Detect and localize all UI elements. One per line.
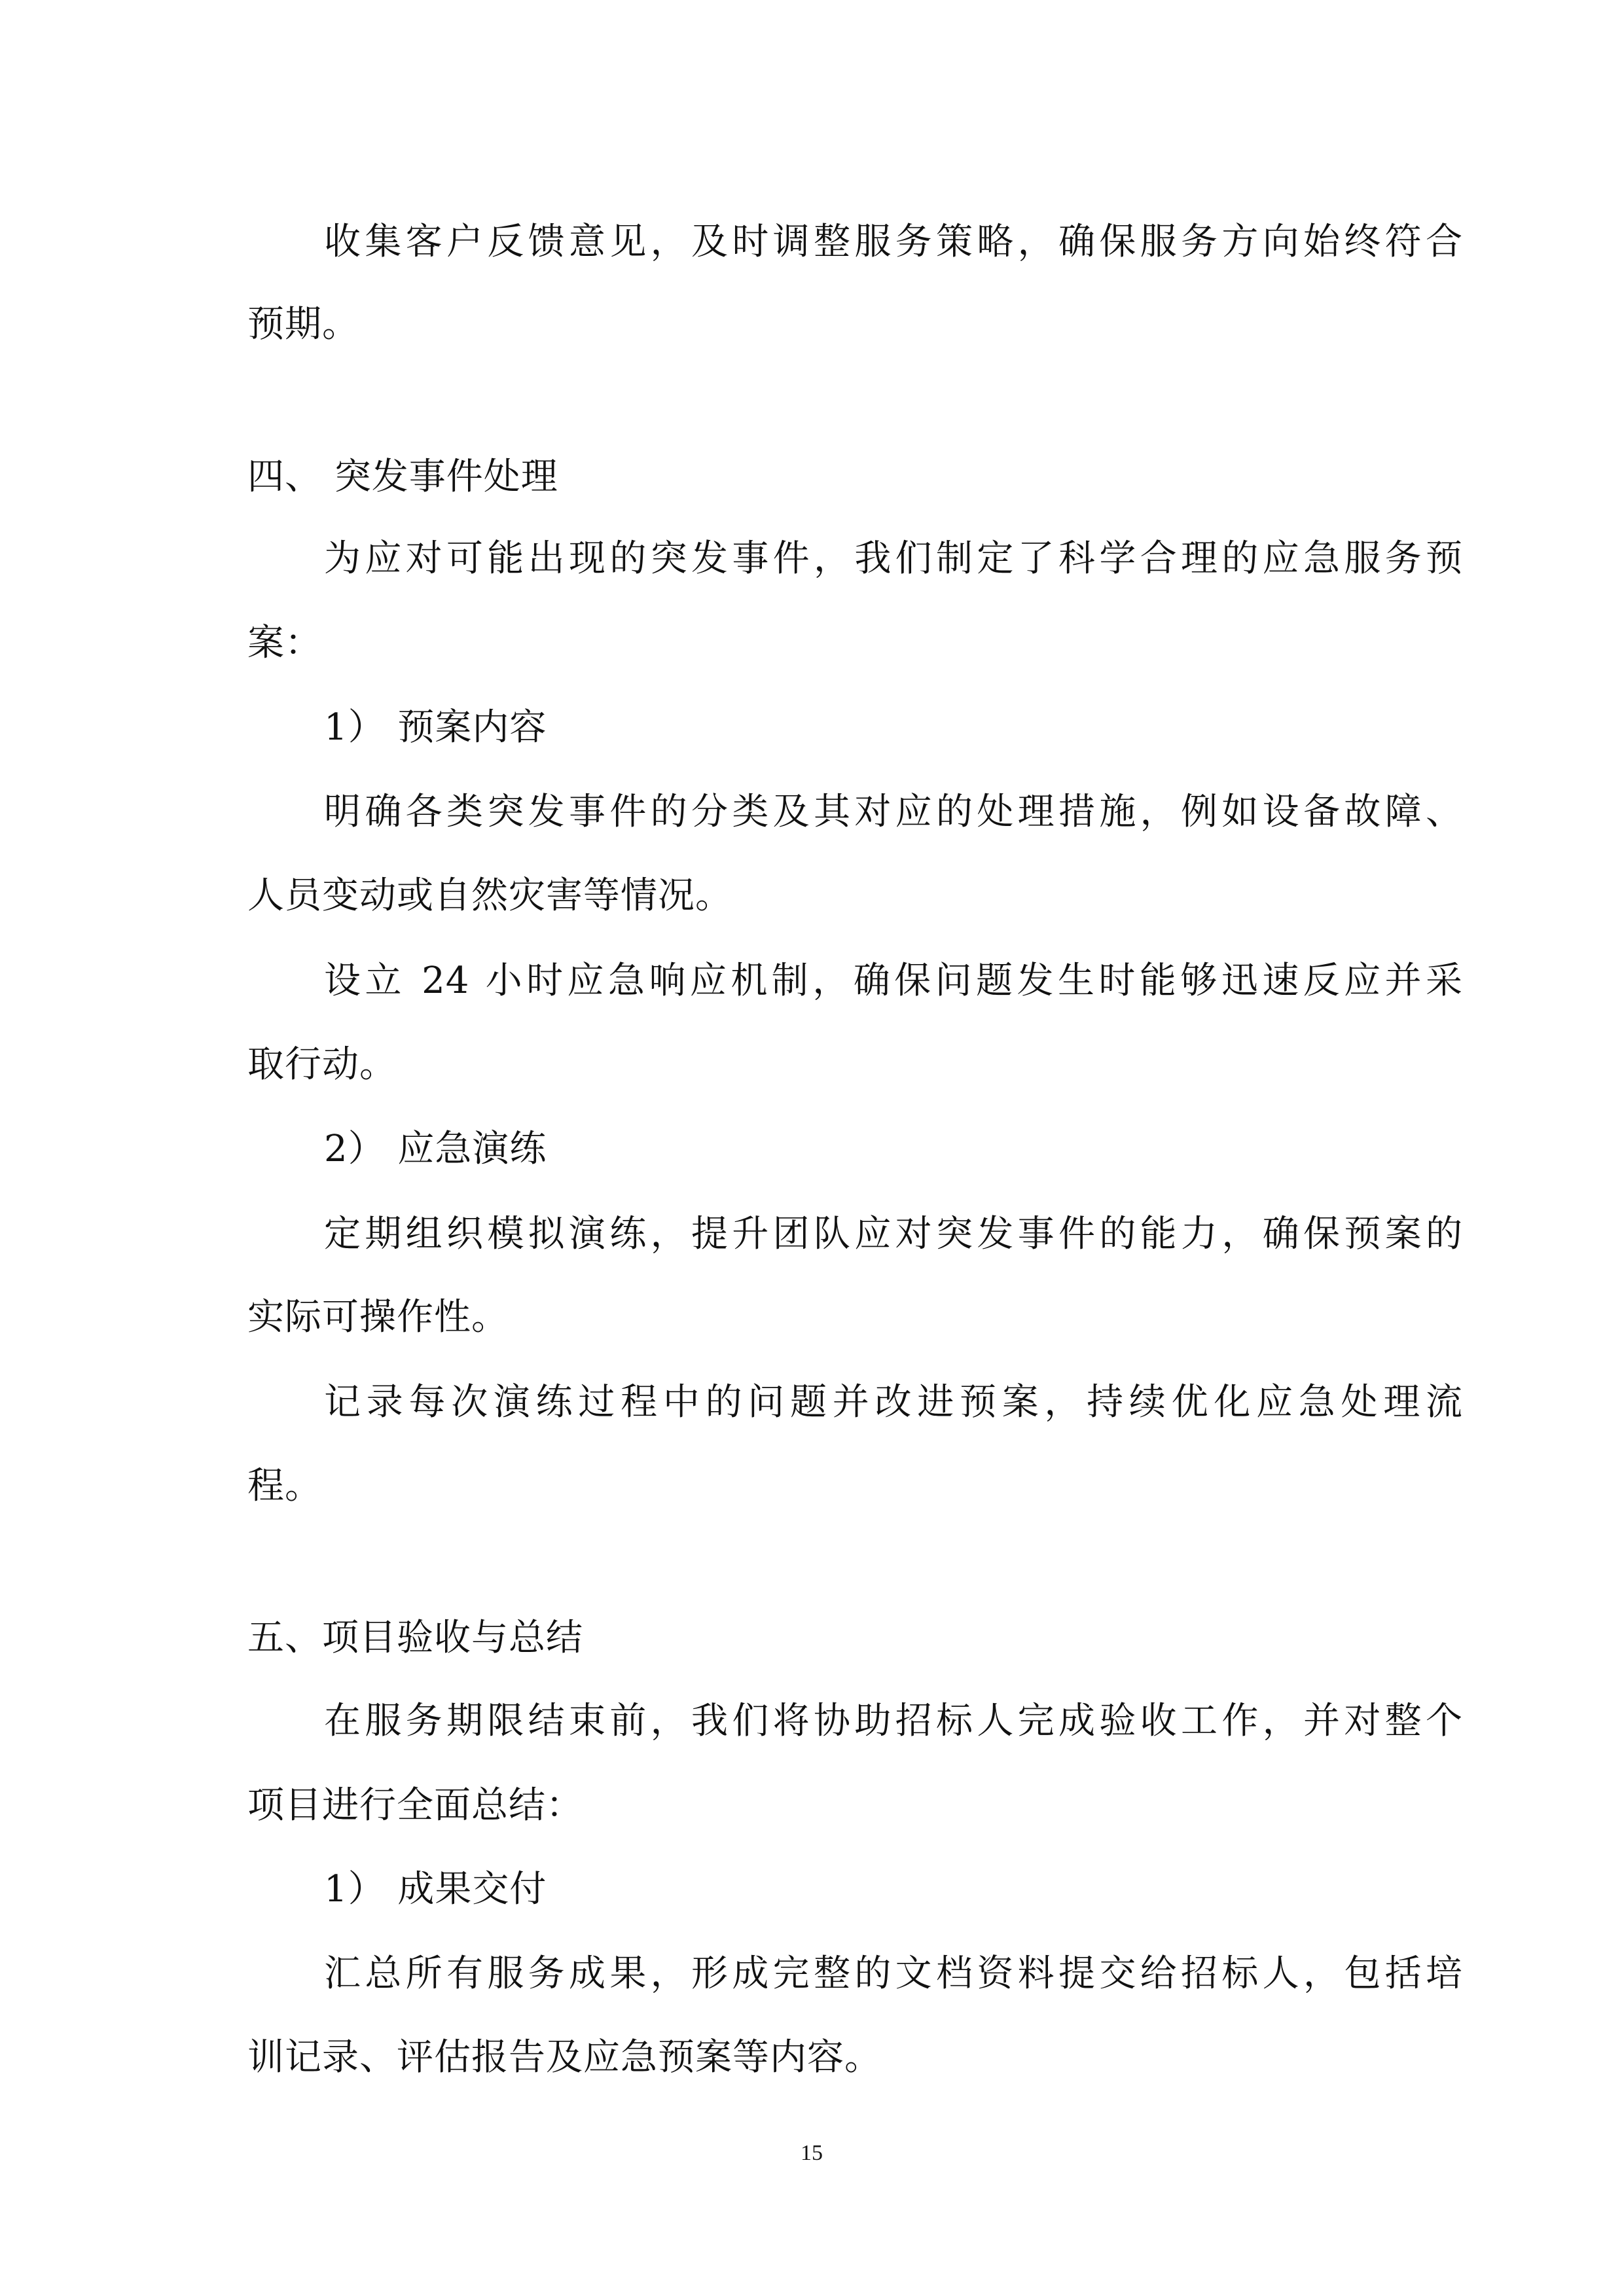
paragraph-line: 人员变动或自然灾害等情况。: [247, 874, 732, 917]
paragraph-line: 案：: [247, 622, 322, 664]
paragraph-line: 为应对可能出现的突发事件，我们制定了科学合理的应急服务预: [324, 537, 1463, 580]
paragraph-line: 收集客户反馈意见，及时调整服务策略，确保服务方向始终符合: [324, 221, 1463, 263]
paragraph-line: 定期组织模拟演练，提升团队应对突发事件的能力，确保预案的: [324, 1213, 1463, 1255]
subsection-heading: 1） 成果交付: [324, 1868, 547, 1910]
paragraph-line: 记录每次演练过程中的问题并改进预案，持续优化应急处理流: [324, 1381, 1463, 1424]
paragraph-line: 明确各类突发事件的分类及其对应的处理措施，例如设备故障、: [324, 791, 1463, 833]
subsection-heading: 1） 预案内容: [324, 706, 547, 749]
section-heading: 四、 突发事件处理: [247, 456, 558, 498]
paragraph-line: 设立 24 小时应急响应机制，确保问题发生时能够迅速反应并采: [324, 960, 1463, 1002]
page-number: 15: [801, 2141, 823, 2165]
paragraph-line: 汇总所有服务成果，形成完整的文档资料提交给招标人，包括培: [324, 1952, 1463, 1995]
paragraph-line: 训记录、评估报告及应急预案等内容。: [247, 2036, 882, 2079]
paragraph-line: 项目进行全面总结：: [247, 1784, 583, 1827]
paragraph-line: 实际可操作性。: [247, 1296, 509, 1338]
paragraph-line: 取行动。: [247, 1043, 397, 1086]
subsection-heading: 2） 应急演练: [324, 1128, 547, 1170]
paragraph-line: 预期。: [247, 303, 359, 346]
section-heading: 五、项目验收与总结: [247, 1617, 583, 1659]
paragraph-line: 程。: [247, 1465, 322, 1507]
paragraph-line: 在服务期限结束前，我们将协助招标人完成验收工作，并对整个: [324, 1700, 1463, 1742]
